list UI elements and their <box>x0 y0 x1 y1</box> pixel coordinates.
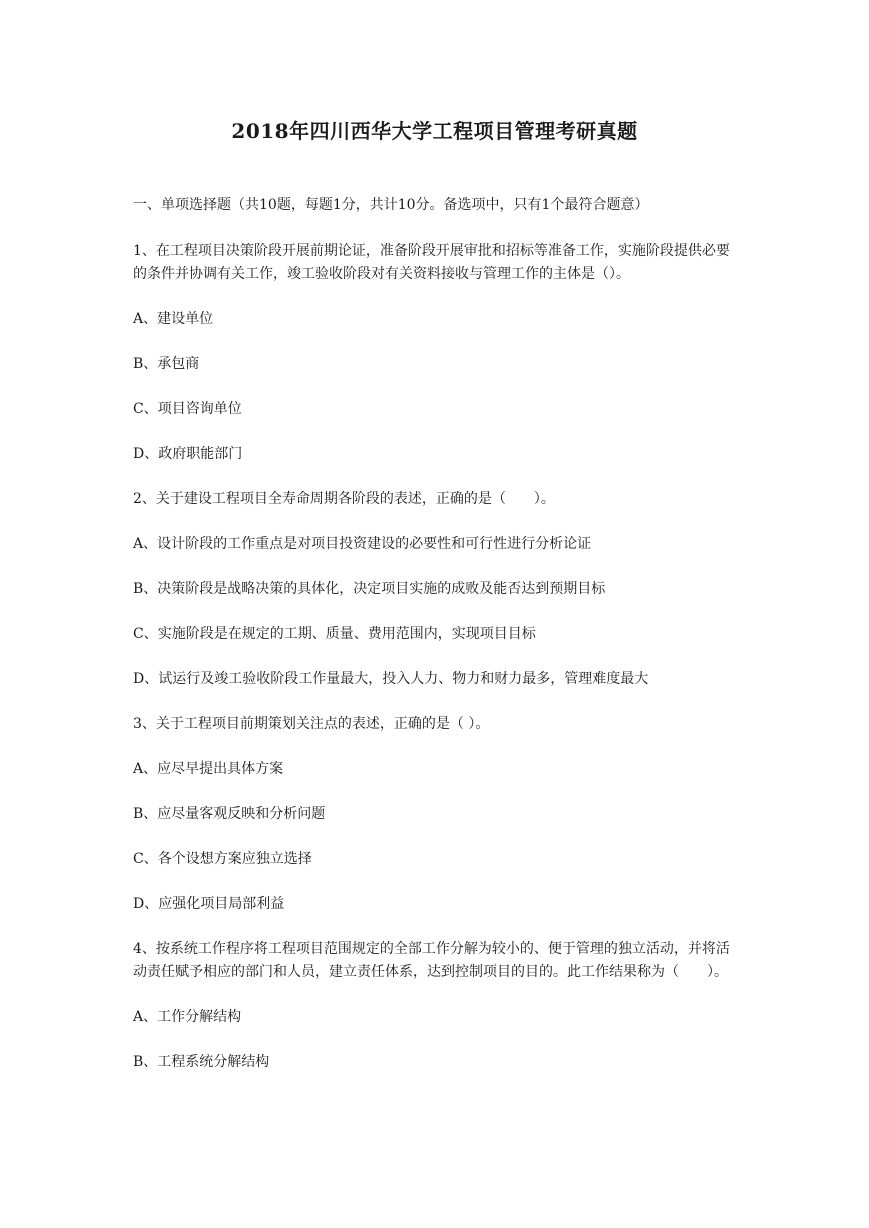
section-heading: 一、单项选择题（共10题，每题1分，共计10分。备选项中，只有1个最符合题意） <box>133 197 649 213</box>
question-3-option-a: A、应尽早提出具体方案 <box>133 761 284 777</box>
question-2-option-d: D、试运行及竣工验收阶段工作量最大，投入人力、物力和财力最多，管理难度最大 <box>133 671 649 687</box>
question-3-option-c: C、各个设想方案应独立选择 <box>133 851 312 867</box>
question-3-option-b: B、应尽量客观反映和分析问题 <box>133 806 326 822</box>
question-3-option-d: D、应强化项目局部利益 <box>133 896 285 912</box>
question-2-option-a: A、设计阶段的工作重点是对项目投资建设的必要性和可行性进行分析论证 <box>133 536 592 552</box>
question-4-option-a: A、工作分解结构 <box>133 1009 242 1025</box>
question-4-option-b: B、工程系统分解结构 <box>133 1054 270 1070</box>
question-1-option-a: A、建设单位 <box>133 311 214 327</box>
question-4-stem: 4、按系统工作程序将工程项目范围规定的全部工作分解为较小的、便于管理的独立活动，并将活动责任赋予相应的部门和人员，建立责任体系，达到控制项目的目的。此工作结果称为（ ）。 <box>133 941 730 980</box>
question-1-option-b: B、承包商 <box>133 356 200 372</box>
question-1-option-d: D、政府职能部门 <box>133 446 243 462</box>
question-1-option-c: C、项目咨询单位 <box>133 401 242 417</box>
question-2-stem: 2、关于建设工程项目全寿命周期各阶段的表述，正确的是（ ）。 <box>133 491 555 507</box>
question-2-option-b: B、决策阶段是战略决策的具体化，决定项目实施的成败及能否达到预期目标 <box>133 581 606 597</box>
question-2-option-c: C、实施阶段是在规定的工期、质量、费用范围内，实现项目目标 <box>133 626 536 642</box>
question-3-stem: 3、关于工程项目前期策划关注点的表述，正确的是（ ）。 <box>133 716 490 732</box>
question-1-stem: 1、在工程项目决策阶段开展前期论证，准备阶段开展审批和招标等准备工作，实施阶段提供必要的条件并协调有关工作，竣工验收阶段对有关资料接收与管理工作的主体是（）。 <box>133 243 730 282</box>
document-title: 2018年四川西华大学工程项目管理考研真题 <box>231 119 638 143</box>
document-body <box>133 194 739 1096</box>
